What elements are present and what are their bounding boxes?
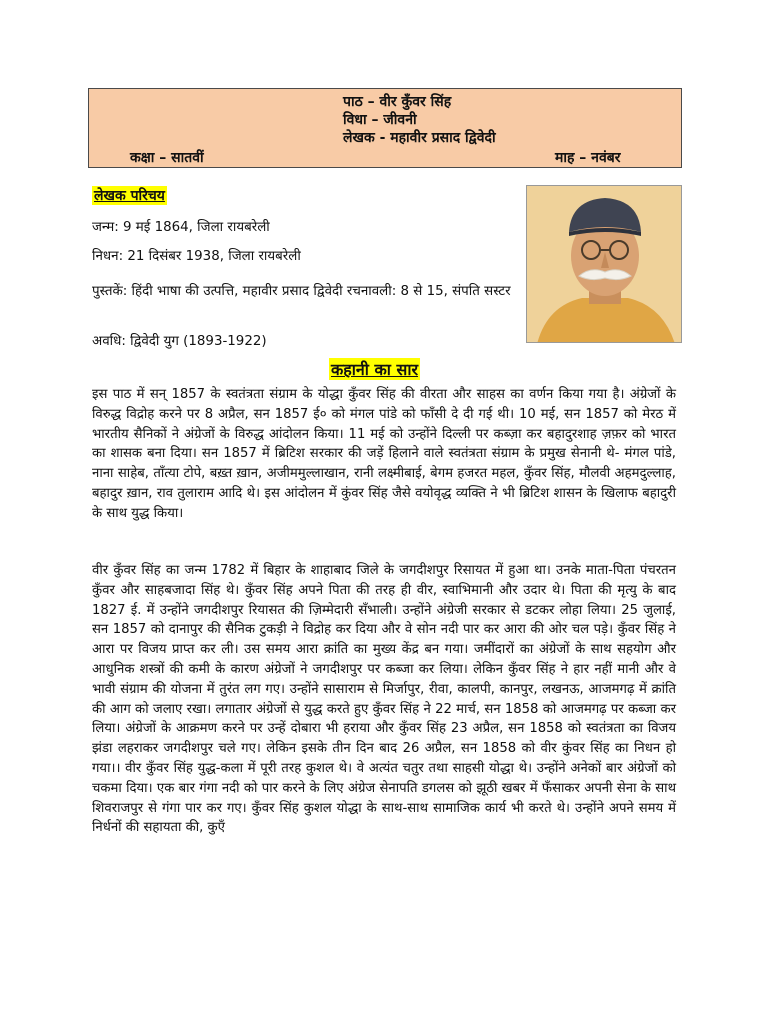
month-label: माह – नवंबर <box>555 150 621 166</box>
books-info: पुस्तकें: हिंदी भाषा की उत्पत्ति, महावीर प्रसाद द्विवेदी रचनावली: 8 से 15, संपति सस्टर <box>92 284 511 299</box>
death-info: निधन: 21 दिसंबर 1938, जिला रायबरेली <box>92 249 301 264</box>
lesson-title: पाठ – वीर कुँवर सिंह <box>343 94 452 110</box>
lesson-header <box>88 88 682 168</box>
portrait-illustration <box>527 186 682 343</box>
summary-paragraph-1: इस पाठ में सन् 1857 के स्वतंत्रता संग्राम के योद्धा कुँवर सिंह की वीरता और साहस का वर्णन किया गया है। अंग्रेजों के विरुद्ध विद्रोह करने पर 8 अप्रैल, सन 1857 ई० को मंगल पांडे को फाँसी दे दी गई थी। 10 मई, सन 1857 को मेरठ में भारतीय सैनिकों ने अंग्रेजों के विरुद्ध आंदोलन किया। 11 मई को उन्होंने दिल्ली पर कब्ज़ा कर बहादुरशाह ज़फ़र को भारत का शासक बना दिया। सन 1857 में ब्रिटिश सरकार की जड़ें हिलाने वाले स्वतंत्रता संग्राम के प्रमुख सेनानी थे- मंगल पांडे, नाना साहेब, ताँत्या टोपे, बख़्त ख़ान, अजीममुल्लाखान, रानी लक्ष्मीबाई, बेगम हजरत महल, कुँवर सिंह, मौलवी अहमदुल्लाह, बहादुर ख़ान, राव तुलाराम आदि थे। इस आंदोलन में कुंवर सिंह जैसे वयोवृद्ध व्यक्ति ने भी ब्रिटिश शासन के खिलाफ बहादुरी के साथ युद्ध किया। <box>92 387 676 521</box>
author-intro <box>92 186 522 349</box>
summary-title: कहानी का सार <box>331 360 419 379</box>
summary-paragraph-2: वीर कुँवर सिंह का जन्म 1782 में बिहार के शाहाबाद जिले के जगदीशपुर रिसायत में हुआ था। उनके माता-पिता पंचरतन कुँवर और साहबजादा सिंह थे। कुँवर सिंह अपने पिता की तरह ही वीर, स्वाभिमानी और उदार थे। पिता की मृत्यु के बाद 1827 ई. में उन्होंने जगदीशपुर रियासत की ज़िम्मेदारी सँभाली। उन्होंने अंग्रेजी सरकार से डटकर लोहा लिया। 25 जुलाई, सन 1857 को दानापुर की सैनिक टुकड़ी ने विद्रोह कर दिया और वे सोन नदी पार कर आरा की ओर चल पड़े। कुँवर सिंह ने आरा पर विजय प्राप्त कर ली। उस समय आरा क्रांति का मुख्य केंद्र बन गया। जमींदारों का अंग्रेजों के साथ सहयोग और आधुनिक शस्त्रों की कमी के कारण अंग्रेजों ने जगदीशपुर पर कब्जा कर लिया। लेकिन कुँवर सिंह ने हार नहीं मानी और वे भावी संग्राम की योजना में तुरंत लग गए। उन्होंने सासाराम से मिर्जापुर, रीवा, कालपी, कानपुर, लखनऊ, आजमगढ़ में क्रांति की आग को जलाए रखा। लगातार अंग्रेजों से युद्ध करते हुए कुँवर सिंह ने 22 मार्च, सन 1858 को आजमगढ़ पर कब्जा कर लिया। अंग्रेजों के आक्रमण करने पर उन्हें दोबारा भी हराया और कुँवर सिंह 23 अप्रैल, सन 1858 को स्वतंत्रता का विजय झंडा लहराकर जगदीशपुर चले गए। लेकिन इसके तीन दिन बाद 26 अप्रैल, सन 1858 को वीर कुंवर सिंह का निधन हो गया।। वीर कुँवर सिंह युद्ध-कला में पूरी तरह कुशल थे। वे अत्यंत चतुर तथा साहसी योद्धा थे। उन्होंने अनेकों बार अंग्रेजों को चकमा दिया। एक बार गंगा नदी को पार करने के लिए अंग्रेज सेनापति डगलस को झूठी खबर में फँसाकर अपनी सेना के साथ शिवराजपुर से गंगा पार कर गए। कुँवर सिंह कुशल योद्धा के साथ-साथ सामाजिक कार्य भी करते थे। उन्होंने अपने समय में निर्धनों की सहायता की, कुएँ <box>92 563 676 836</box>
genre-line: विधा – जीवनी <box>343 112 417 128</box>
author-portrait <box>526 185 682 343</box>
intro-heading: लेखक परिचय <box>94 188 165 204</box>
birth-info: जन्म: 9 मई 1864, जिला रायबरेली <box>92 220 270 235</box>
class-label: कक्षा – सातवीं <box>130 150 204 166</box>
period-info: अवधि: द्विवेदी युग (1893-1922) <box>92 334 267 349</box>
author-line: लेखक - महावीर प्रसाद द्विवेदी <box>343 130 496 146</box>
